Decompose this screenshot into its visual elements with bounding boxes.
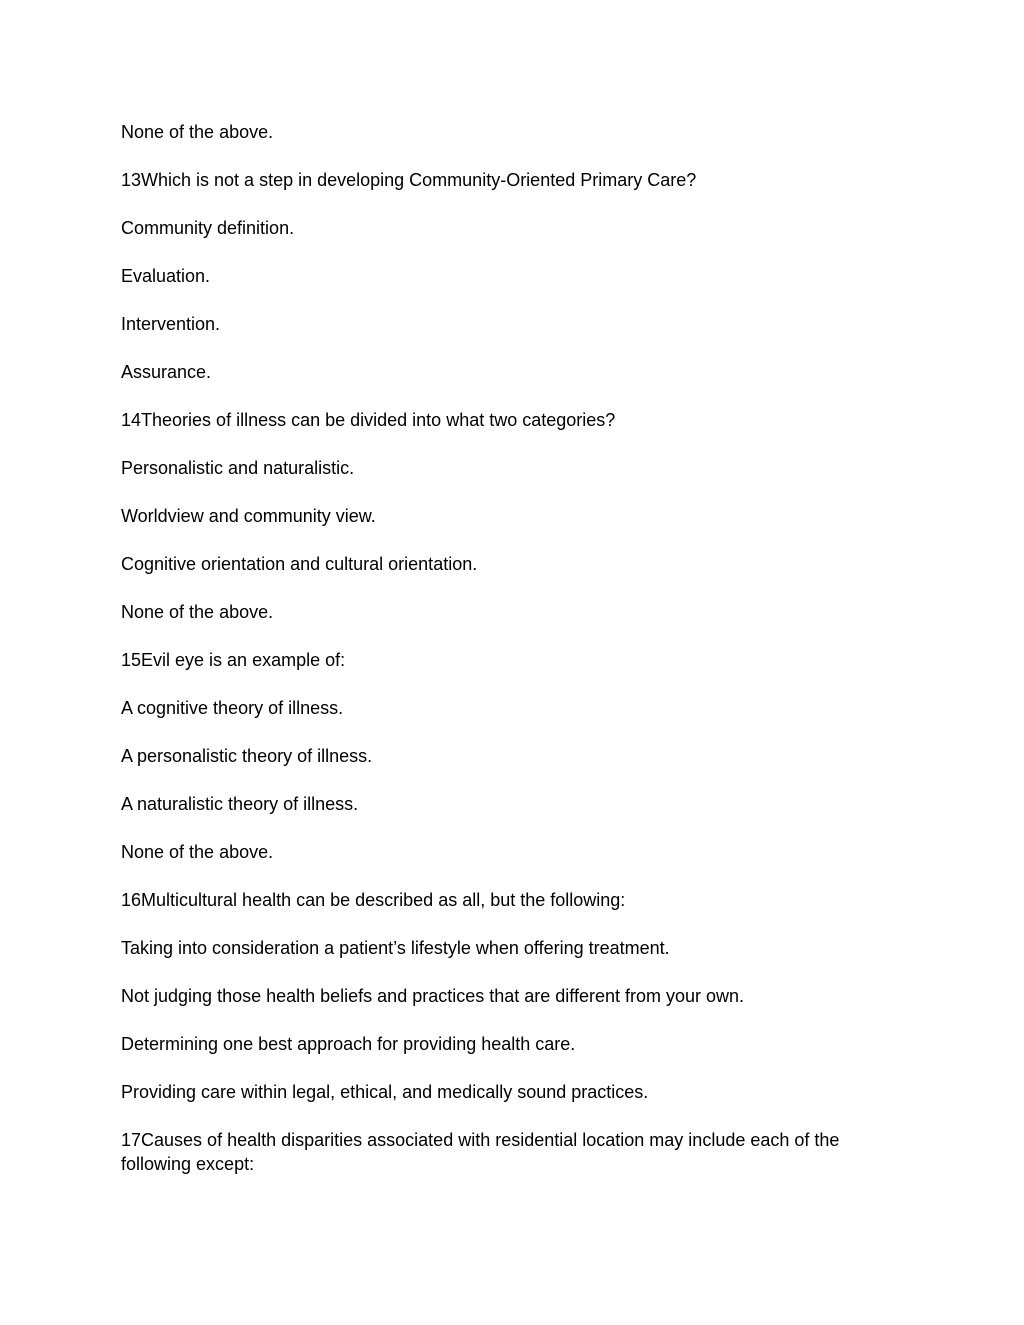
answer-option: Taking into consideration a patient’s lifestyle when offering treatment. bbox=[121, 938, 670, 958]
answer-option: Assurance. bbox=[121, 362, 212, 382]
answer-option: Not judging those health beliefs and practices that are different from your own. bbox=[121, 986, 745, 1006]
question-17: 17Causes of health disparities associated with residential location may include each of the following except: bbox=[121, 1130, 840, 1174]
answer-option: Personalistic and naturalistic. bbox=[121, 458, 355, 478]
answer-option: None of the above. bbox=[121, 602, 274, 622]
answer-option: None of the above. bbox=[121, 842, 274, 862]
question-13: 13Which is not a step in developing Community-Oriented Primary Care? bbox=[121, 170, 697, 190]
answer-option: Evaluation. bbox=[121, 266, 211, 286]
document-body bbox=[121, 120, 901, 1200]
answer-option: A naturalistic theory of illness. bbox=[121, 794, 359, 814]
answer-option: Community definition. bbox=[121, 218, 295, 238]
answer-option: A cognitive theory of illness. bbox=[121, 698, 344, 718]
answer-option: A personalistic theory of illness. bbox=[121, 746, 373, 766]
question-16: 16Multicultural health can be described as all, but the following: bbox=[121, 890, 626, 910]
question-14: 14Theories of illness can be divided into what two categories? bbox=[121, 410, 616, 430]
answer-option: Worldview and community view. bbox=[121, 506, 376, 526]
answer-option: Providing care within legal, ethical, and medically sound practices. bbox=[121, 1082, 649, 1102]
answer-option: Intervention. bbox=[121, 314, 221, 334]
answer-option: Determining one best approach for providing health care. bbox=[121, 1034, 576, 1054]
answer-option: None of the above. bbox=[121, 122, 274, 142]
question-15: 15Evil eye is an example of: bbox=[121, 650, 346, 670]
answer-option: Cognitive orientation and cultural orientation. bbox=[121, 554, 478, 574]
